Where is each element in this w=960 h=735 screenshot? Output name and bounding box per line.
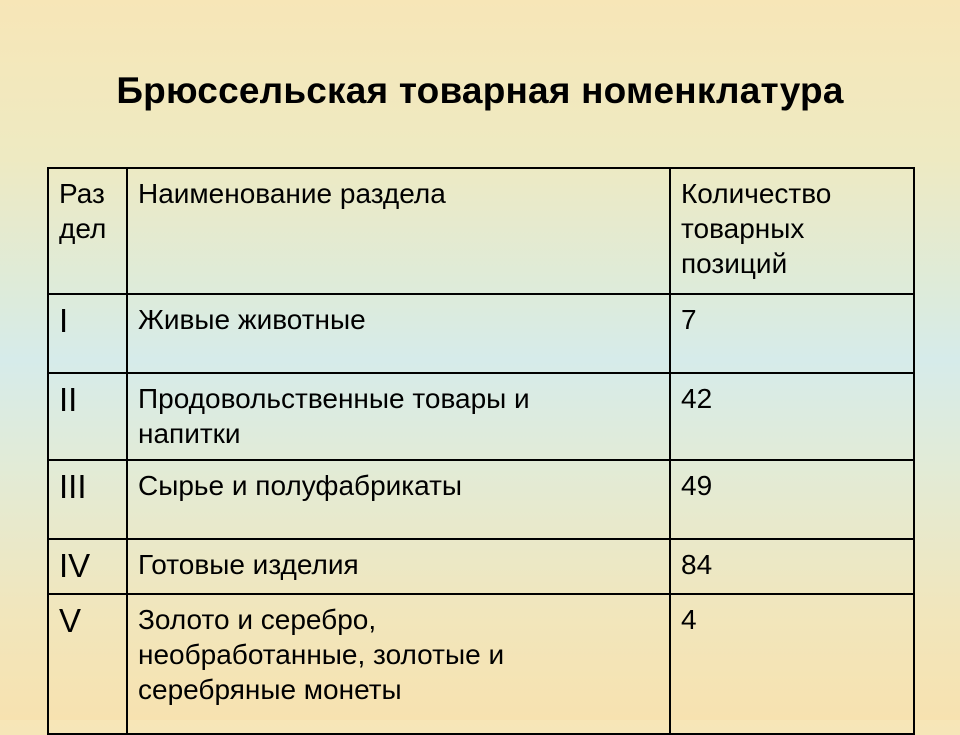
section-cell [48,294,127,373]
section-cell [48,460,127,539]
header-name [127,168,670,294]
table-row [48,294,914,373]
section-name-line1: Золото и серебро, [138,604,377,635]
name-cell [127,460,670,539]
header-count-line2: товарных [681,213,805,244]
header-section [48,168,127,294]
nomenclature-table [47,167,915,735]
section-name-line1: Живые животные [138,304,366,335]
table-row [48,460,914,539]
item-count: 7 [681,304,697,335]
header-count [670,168,914,294]
name-cell [127,373,670,460]
count-cell [670,294,914,373]
section-number: V [59,602,82,639]
section-cell [48,373,127,460]
section-name-line2: необработанные, золотые и [138,639,505,670]
header-section-line2: дел [59,213,107,244]
table-row [48,594,914,734]
section-number: III [59,468,87,505]
section-name-line1: Сырье и полуфабрикаты [138,470,463,501]
page-title: Брюссельская товарная номенклатура [116,70,844,111]
count-cell [670,460,914,539]
table-row [48,539,914,594]
section-cell [48,594,127,734]
header-count-line3: позиций [681,248,788,279]
count-cell [670,594,914,734]
header-name-label: Наименование раздела [138,178,446,209]
section-name-line3: серебряные монеты [138,674,402,705]
section-number: IV [59,547,91,584]
count-cell [670,539,914,594]
header-section-line1: Раз [59,178,105,209]
name-cell [127,594,670,734]
item-count: 49 [681,470,713,501]
section-cell [48,539,127,594]
section-number: I [59,302,69,339]
name-cell [127,294,670,373]
section-name-line2: напитки [138,418,241,449]
item-count: 84 [681,549,713,580]
table-row [48,373,914,460]
name-cell [127,539,670,594]
item-count: 42 [681,383,713,414]
section-number: II [59,381,78,418]
header-count-line1: Количество [681,178,832,209]
count-cell [670,373,914,460]
section-name-line1: Готовые изделия [138,549,359,580]
section-name-line1: Продовольственные товары и [138,383,530,414]
item-count: 4 [681,604,697,635]
table-header-row [48,168,914,294]
